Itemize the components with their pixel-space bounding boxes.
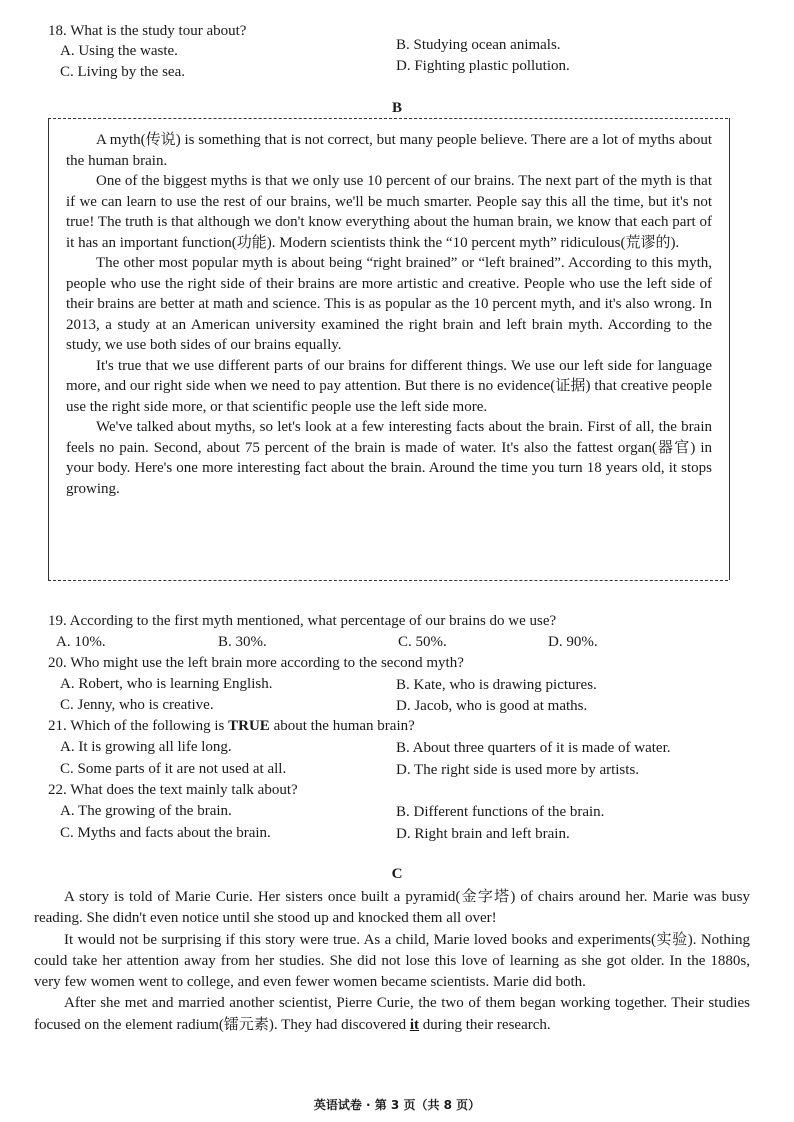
section-c-heading: C	[391, 866, 403, 882]
q19-stem: 19. According to the first myth mentioned, what percentage of our brains do we use?	[48, 613, 557, 629]
q20-option-b: B. Kate, who is drawing pictures.	[396, 677, 597, 693]
q22-option-a: A. The growing of the brain.	[60, 803, 232, 819]
q21-stem-start: 21. Which of the following is	[48, 718, 229, 734]
q19-option-d: D. 90%.	[548, 634, 598, 650]
q21-option-a: A. It is growing all life long.	[60, 739, 232, 755]
q18-option-d: D. Fighting plastic pollution.	[396, 58, 570, 74]
passage-c	[34, 887, 750, 1036]
q18-option-a: A. Using the waste.	[60, 43, 178, 59]
section-b-heading: B	[391, 100, 402, 116]
q18-stem: 18. What is the study tour about?	[48, 23, 247, 39]
q21-stem-end: about the human brain?	[269, 718, 415, 734]
q19-option-b: B. 30%.	[218, 634, 267, 650]
q21-option-d: D. The right side is used more by artists.	[396, 762, 640, 778]
q20-option-c: C. Jenny, who is creative.	[60, 697, 214, 713]
passage-b-paragraph-4: It's true that we use different parts of our brains for different things. We use our left side for language more, and our right side when we need to pay attention. But there is no evidence(证据) that creative people use the right side more, or that scientific people use the left side more.	[66, 357, 712, 415]
passage-c-paragraph-3	[34, 993, 750, 1036]
q22-stem: 22. What does the text mainly talk about?	[48, 782, 298, 798]
q18-option-b: B. Studying ocean animals.	[396, 37, 561, 53]
q22-option-d: D. Right brain and left brain.	[396, 826, 570, 842]
passage-box-bottom-border	[48, 580, 728, 581]
passage-b-paragraph-2: One of the biggest myths is that we only use 10 percent of our brains. The next part of the myth is that if we can learn to use the rest of our brains, we'll be much smarter. People say this all the time, but it's not true! The truth is that although we don't know everything about the human brain, we know that each part of it has an important function(功能). Modern scientists think the “10 percent myth” ridiculous(荒谬的).	[66, 173, 712, 251]
q20-option-d: D. Jacob, who is good at maths.	[396, 698, 588, 714]
q20-stem: 20. Who might use the left brain more according to the second myth?	[48, 655, 464, 671]
q22-option-c: C. Myths and facts about the brain.	[60, 825, 271, 841]
q21-stem-emphasis: TRUE	[228, 718, 270, 734]
underlined-word-it: it	[409, 1016, 420, 1033]
q19-option-c: C. 50%.	[398, 634, 447, 650]
q19-option-a: A. 10%.	[56, 634, 106, 650]
passage-b-paragraph-5: We've talked about myths, so let's look at a few interesting facts about the brain. First of all, the brain feels no pain. Second, about 75 percent of the brain is made of water. It's also the fattest organ(器官) in your body. Here's one more interesting fact about the brain. Around the time you turn 18 years old, it stops growing.	[66, 419, 712, 497]
q21-stem	[48, 717, 415, 735]
passage-b-paragraph-1: A myth(传说) is something that is not correct, but many people believe. There are a lot of myths about the human brain.	[66, 132, 712, 169]
passage-c-paragraph-1: A story is told of Marie Curie. Her sisters once built a pyramid(金字塔) of chairs around her. Marie was busy reading. She didn't even notice until she stood up and knocked them all over!	[34, 889, 750, 927]
q20-option-a: A. Robert, who is learning English.	[60, 676, 273, 692]
passage-c-p3-start: After she met and married another scientist, Pierre Curie, the two of them began working together. Their studies focused on the element radium(镭元素). They had discovered	[34, 995, 750, 1033]
passage-b	[66, 130, 712, 499]
q18-option-c: C. Living by the sea.	[60, 64, 185, 80]
passage-b-paragraph-3: The other most popular myth is about being “right brained” or “left brained”. According to this myth, people who use the right side of their brains are more artistic and creative. People who use the left side of their brains are better at math and science. This is as popular as the 10 percent myth, and it's also wrong. In 2013, a study at an American university examined the right brain and left brain myth. According to the study, we use both sides of our brains equally.	[66, 255, 712, 353]
passage-c-p3-end: during their research.	[419, 1016, 551, 1033]
passage-c-paragraph-2: It would not be surprising if this story were true. As a child, Marie loved books and experiments(实验). Nothing could take her attention away from her studies. She did not lose this love of learning as she got older. In the 1880s, very few women went to college, and even fewer women became scientists. Marie did both.	[34, 931, 750, 991]
page-footer: 英语试卷 · 第 3 页（共 8 页）	[313, 1098, 481, 1112]
q21-option-b: B. About three quarters of it is made of water.	[396, 740, 671, 756]
q22-option-b: B. Different functions of the brain.	[396, 804, 605, 820]
q21-option-c: C. Some parts of it are not used at all.	[60, 761, 287, 777]
